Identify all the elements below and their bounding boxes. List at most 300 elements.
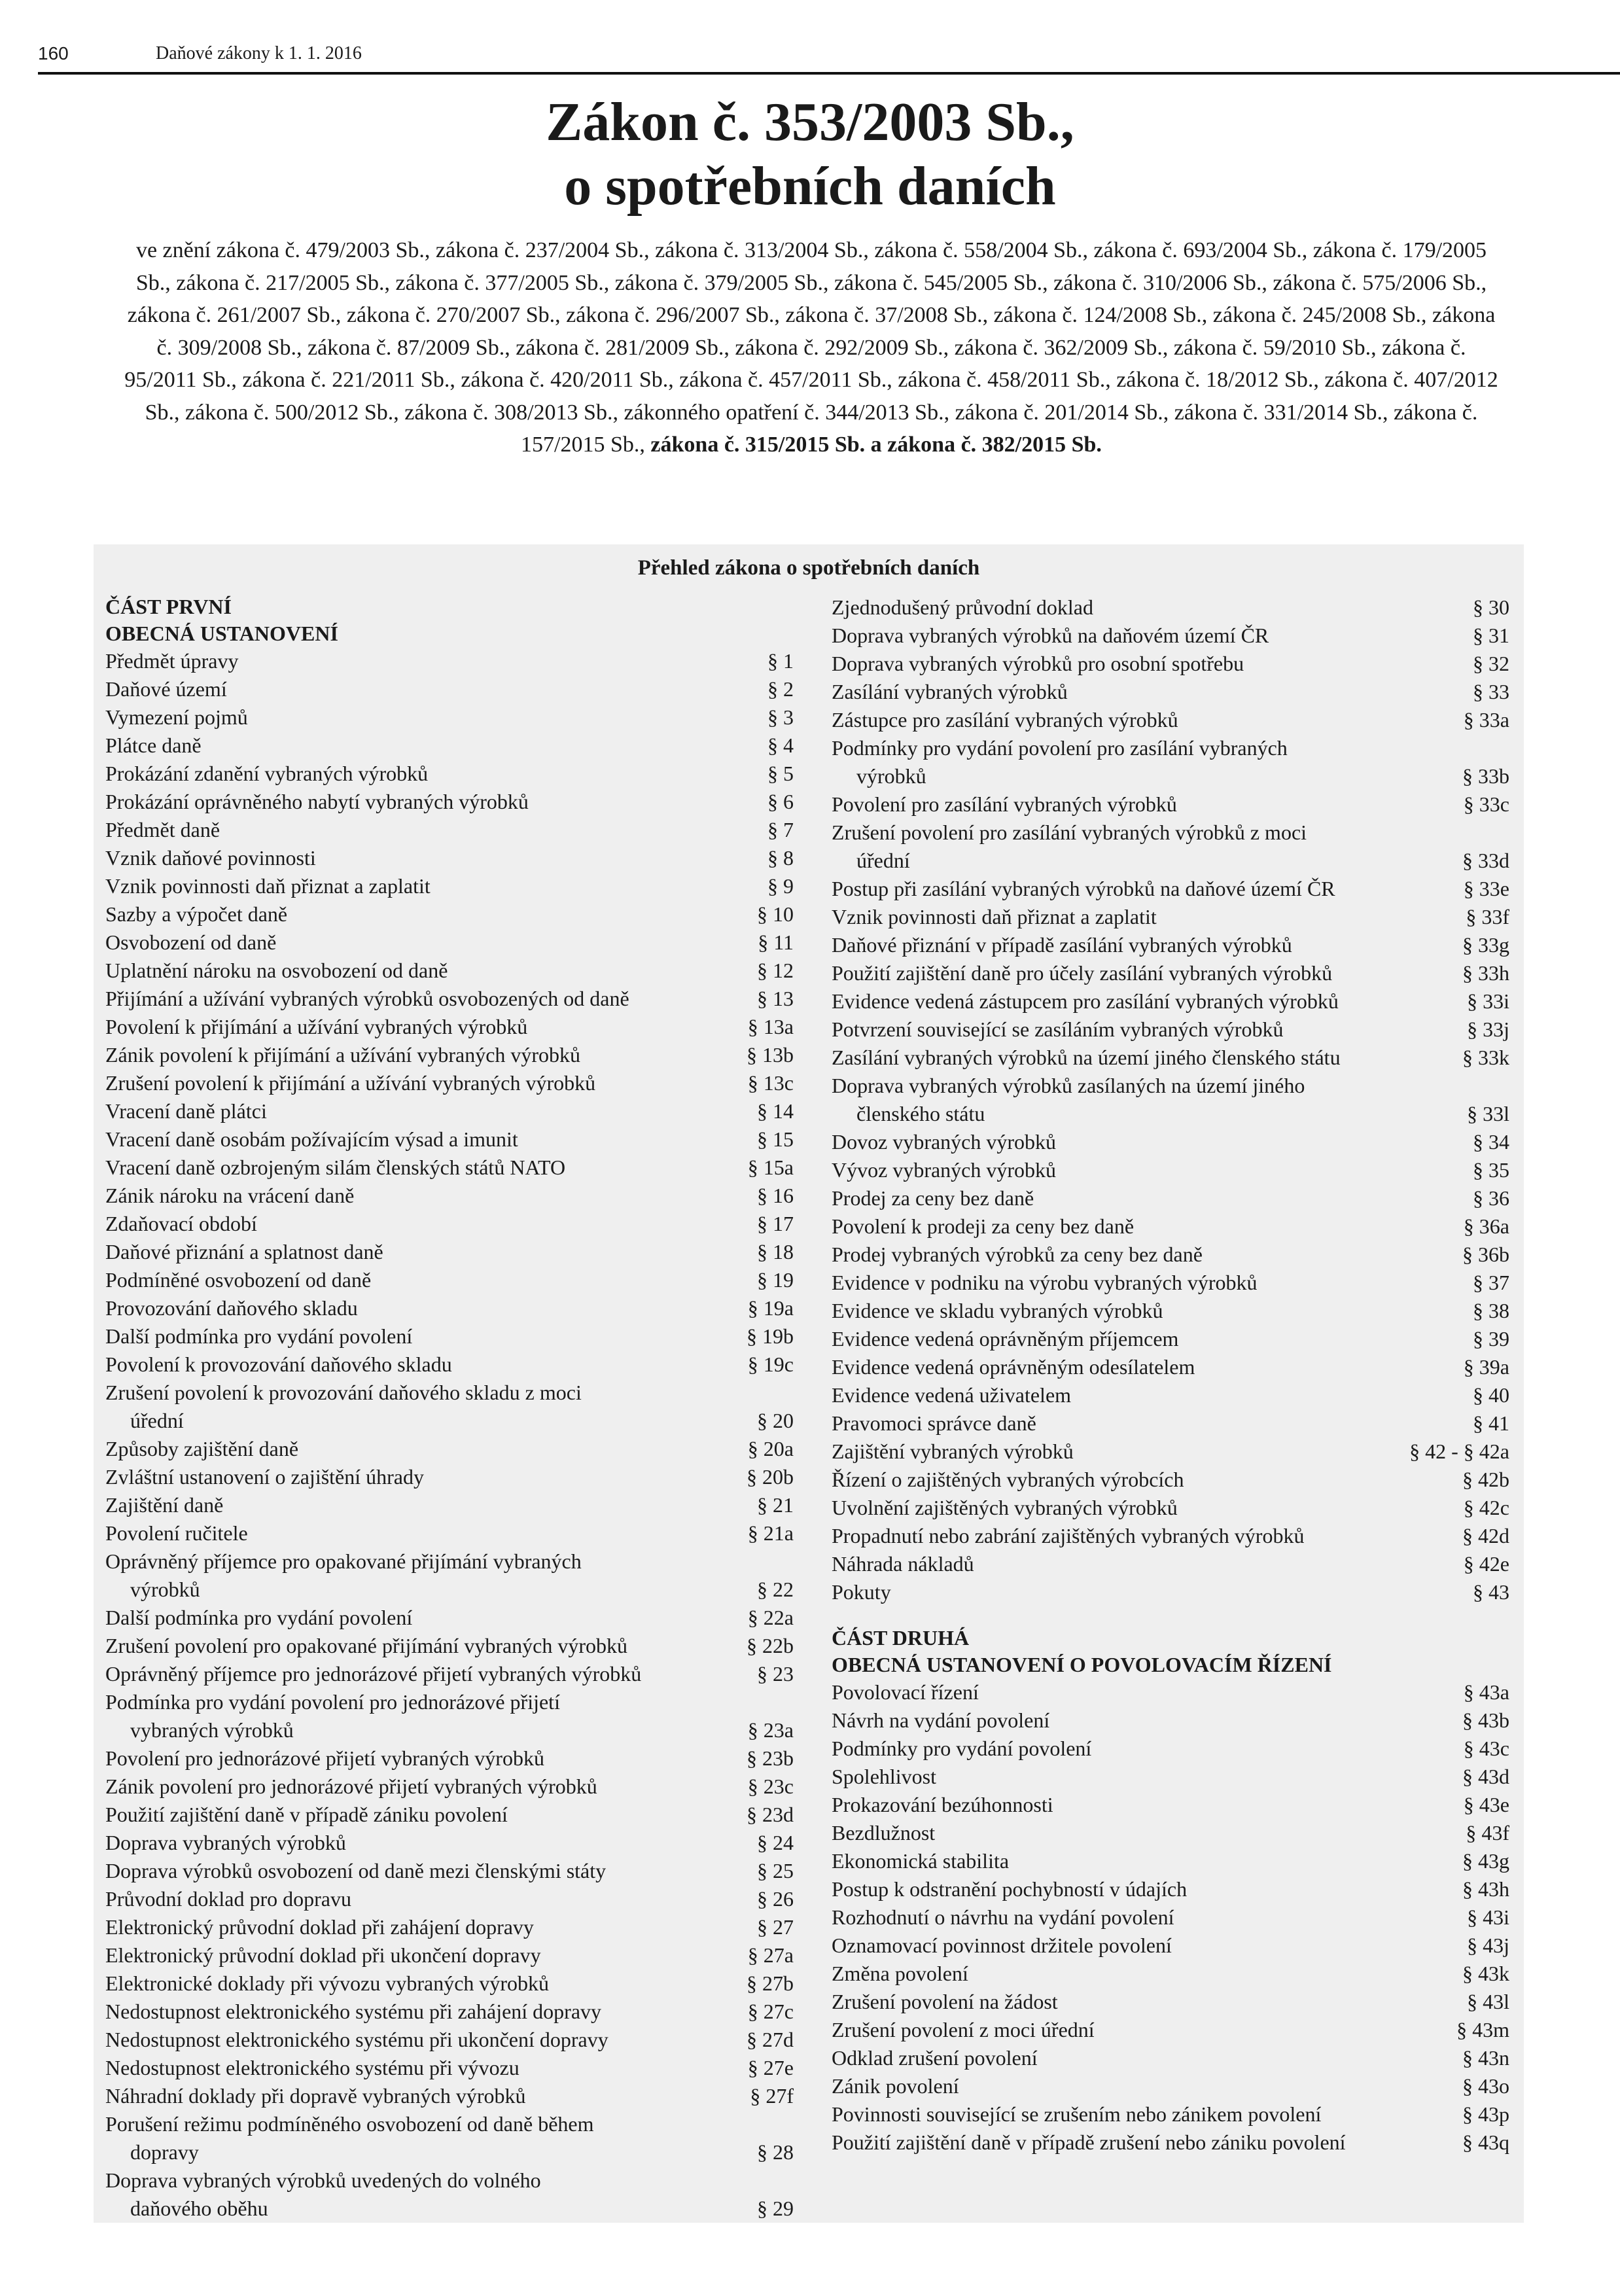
toc-entry [105,1801,794,1829]
toc-entry [105,1632,794,1660]
toc-entry-section: § 41 [1473,1411,1509,1435]
toc-entry-title-cont: členského státu [856,1102,985,1125]
toc-entry [105,1182,794,1210]
toc-list-right-2 [832,1678,1509,2157]
toc-entry-section: § 27f [750,2084,794,2108]
toc-entry-section: § 10 [757,902,794,926]
toc-entry-section: § 42 - § 42a [1409,1439,1509,1463]
toc-entry-title: Řízení o zajištěných vybraných výrobcích [832,1468,1184,1491]
toc-entry-title: Evidence v podniku na výrobu vybraných výrobků [832,1271,1258,1294]
toc-entry [832,2044,1509,2072]
toc-entry-section: § 2 [767,677,794,701]
toc-entry-title-cont: úřední [856,849,910,872]
toc-entry [832,1550,1509,1578]
toc-entry-title: Dovoz vybraných výrobků [832,1130,1057,1154]
toc-entry [832,1184,1509,1212]
toc-entry-section: § 26 [757,1887,794,1911]
toc-entry-section: § 15a [747,1156,794,1179]
toc-entry-title: Vracení daně ozbrojeným silám členských států NATO [105,1156,566,1179]
toc-entry-section: § 5 [767,762,794,785]
toc-entry-section: § 43o [1462,2074,1509,2098]
page-number: 160 [38,43,69,63]
toc-entry-section: § 32 [1473,652,1509,675]
toc-entry [832,875,1509,903]
toc-entry-title: Zjednodušený průvodní doklad [832,595,1093,619]
toc-entry [105,1969,794,1998]
toc-entry-title: Zánik povolení [832,2074,959,2098]
toc-entry-section: § 24 [757,1831,794,1854]
toc-entry [105,844,794,872]
toc-list-right-1 [832,593,1509,1606]
toc-entry-section: § 30 [1473,595,1509,619]
part2-heading: OBECNÁ USTANOVENÍ O POVOLOVACÍM ŘÍZENÍ [832,1653,1332,1676]
toc-entry [105,1379,794,1435]
toc-entry [105,816,794,844]
toc-entry [105,900,794,928]
toc-entry-title: Zvláštní ustanovení o zajištění úhrady [105,1465,424,1489]
toc-entry-section: § 43i [1467,1905,1509,1929]
toc-entry-title-cont: výrobků [130,1578,200,1601]
toc-entry-section: § 20a [747,1437,794,1460]
toc-entry-title: Vznik povinnosti daň přiznat a zaplatit [832,905,1157,928]
toc-entry-title: Prodej za ceny bez daně [832,1186,1034,1210]
toc-entry-title: Uvolnění zajištěných vybraných výrobků [832,1496,1178,1519]
toc-entry-section: § 42b [1462,1468,1509,1491]
amendments-paragraph [124,234,1498,461]
toc-entry [105,1857,794,1885]
toc-entry-title: Použití zajištění daně v případě zániku povolení [105,1803,508,1826]
toc-entry-section: § 13b [747,1043,794,1067]
toc-entry-title: Povolení pro zasílání vybraných výrobků [832,792,1177,816]
toc-entry [105,1013,794,1041]
toc-entry-title: Povinnosti související se zrušením nebo zánikem povolení [832,2102,1322,2126]
toc-entry [105,788,794,816]
toc-entry-section: § 7 [767,818,794,841]
toc-entry-section: § 37 [1473,1271,1509,1294]
toc-entry-section: § 27 [757,1915,794,1939]
toc-entry-section: § 43g [1462,1849,1509,1873]
toc-entry-title: Zástupce pro zasílání vybraných výrobků [832,708,1178,732]
toc-entry-title: Doprava vybraných výrobků zasílaných na území jiného [832,1074,1305,1097]
toc-entry-section: § 23 [757,1662,794,1686]
toc-entry-title: Náhrada nákladů [832,1552,974,1576]
toc-entry [832,1903,1509,1932]
toc-entry-title: Evidence vedená uživatelem [832,1383,1072,1407]
toc-entry-section: § 33g [1462,933,1509,957]
toc-entry [105,1435,794,1463]
toc-entry-section: § 23b [747,1746,794,1770]
toc-entry-title: Postup k odstranění pochybností v údajích [832,1877,1188,1901]
toc-entry [832,1325,1509,1353]
overview-left-column [105,593,794,2223]
toc-entry-section: § 42e [1463,1552,1509,1576]
toc-entry-title: Zasílání vybraných výrobků [832,680,1068,703]
toc-entry-section: § 27e [747,2056,794,2079]
overview-title: Přehled zákona o spotřebních daních [637,556,980,580]
toc-entry [832,1438,1509,1466]
toc-entry-title: Povolení k prodeji za ceny bez daně [832,1214,1135,1238]
toc-entry [105,1941,794,1969]
part-spacer [832,1606,1509,1625]
toc-entry [832,931,1509,959]
toc-entry [105,1547,794,1604]
toc-entry-section: § 29 [757,2197,794,2220]
toc-entry-title: Nedostupnost elektronického systému při ukončení dopravy [105,2028,608,2051]
part1-heading: OBECNÁ USTANOVENÍ [105,622,338,645]
toc-entry [832,2016,1509,2044]
toc-entry [105,928,794,957]
toc-entry-title-cont: dopravy [130,2140,199,2164]
toc-entry [832,1819,1509,1847]
toc-entry [832,678,1509,706]
toc-entry-section: § 33e [1463,877,1509,900]
toc-entry [832,903,1509,931]
toc-entry-section: § 33h [1462,961,1509,985]
toc-entry-section: § 36 [1473,1186,1509,1210]
toc-entry [832,1875,1509,1903]
toc-entry-title: Prodej vybraných výrobků za ceny bez daně [832,1243,1203,1266]
toc-entry-title: Prokázání oprávněného nabytí vybraných výrobků [105,790,529,813]
toc-entry [832,1578,1509,1606]
toc-entry-title: Doprava vybraných výrobků uvedených do volného [105,2168,541,2192]
toc-entry-section: § 39 [1473,1327,1509,1351]
toc-entry-section: § 11 [758,930,794,954]
toc-entry-section: § 20b [747,1465,794,1489]
toc-entry-section: § 43l [1467,1990,1509,2013]
toc-entry-title-cont: výrobků [856,764,926,788]
toc-entry-section: § 33l [1467,1102,1509,1125]
toc-entry-section: § 43a [1463,1680,1509,1704]
toc-entry-title: Pokuty [832,1580,891,1604]
toc-entry-section: § 43k [1462,1962,1509,1985]
toc-entry-title: Změna povolení [832,1962,968,1985]
toc-entry [105,1294,794,1322]
toc-entry [105,1998,794,2026]
toc-entry-title: Podmíněné osvobození od daně [105,1268,372,1292]
running-head: Daňové zákony k 1. 1. 2016 [156,43,362,63]
toc-entry-title: Prokazování bezúhonnosti [832,1793,1053,1816]
part2-label: ČÁST DRUHÁ [832,1626,970,1650]
toc-entry [105,1041,794,1069]
toc-entry-section: § 38 [1473,1299,1509,1322]
toc-entry [105,2166,794,2223]
toc-entry-title: Oznamovací povinnost držitele povolení [832,1934,1172,1957]
toc-entry-section: § 43n [1462,2046,1509,2070]
toc-entry-title: Evidence ve skladu vybraných výrobků [832,1299,1163,1322]
header-rule [38,72,1620,75]
amendments-text: ve znění zákona č. 479/2003 Sb., zákona č. 237/2004 Sb., zákona č. 313/2004 Sb., zákona č. 558/2004 Sb., zákona č. 693/2004 Sb., zákona č. 179/2005 Sb., zákona č. 217/2005 Sb., zákona č. 377/2005 Sb., zákona č. 379/2005 Sb., zákona č. 545/2005 Sb., zákona č. 310/2006 Sb., zákona č. 575/2006 Sb., zákona č. 261/2007 Sb., zákona č. 270/2007 Sb., zákona č. 296/2007 Sb., zákona č. 37/2008 Sb., zákona č. 124/2008 Sb., zákona č. 245/2008 Sb., zákona č. 309/2008 Sb., zákona č. 87/2009 Sb., zákona č. 281/2009 Sb., zákona č. 292/2009 Sb., zákona č. 362/2009 Sb., zákona č. 59/2010 Sb., zákona č. 95/2011 Sb., zákona č. 221/2011 Sb., zákona č. 420/2011 Sb., zákona č. 457/2011 Sb., zákona č. 458/2011 Sb., zákona č. 18/2012 Sb., zákona č. 407/2012 Sb., zákona č. 500/2012 Sb., zákona č. 308/2013 Sb., zákonného opatření č. 344/2013 Sb., zákona č. 201/2014 Sb., zákona č. 331/2014 Sb., zákona č. 157/2015 Sb., [124,238,1498,457]
toc-entry-section: § 33c [1463,792,1509,816]
toc-entry [105,1125,794,1154]
toc-entry [105,1885,794,1913]
toc-entry [832,1156,1509,1184]
toc-entry-title: Zánik povolení k přijímání a užívání vybraných výrobků [105,1043,581,1067]
toc-entry [105,1266,794,1294]
toc-entry-title: Zrušení povolení z moci úřední [832,2018,1095,2041]
toc-entry-title: Povolení k provozování daňového skladu [105,1352,452,1376]
toc-entry [832,1044,1509,1072]
toc-entry-title: Uplatnění nároku na osvobození od daně [105,959,448,982]
toc-entry-title: Náhradní doklady při dopravě vybraných výrobků [105,2084,526,2108]
toc-entry-section: § 33f [1466,905,1509,928]
toc-entry-title: Povolovací řízení [832,1680,979,1704]
toc-entry-title: Podmínka pro vydání povolení pro jednorázové přijetí [105,1690,560,1714]
toc-entry-section: § 18 [757,1240,794,1263]
part1-label: ČÁST PRVNÍ [105,595,232,618]
toc-entry-section: § 43d [1462,1765,1509,1788]
toc-entry [832,1241,1509,1269]
toc-entry-section: § 33k [1462,1046,1509,1069]
toc-entry [832,650,1509,678]
toc-entry-section: § 39a [1463,1355,1509,1379]
toc-entry-section: § 36b [1462,1243,1509,1266]
toc-entry-section: § 19c [747,1352,794,1376]
toc-entry-section: § 27b [747,1971,794,1995]
toc-entry-title: Vývoz vybraných výrobků [832,1158,1057,1182]
toc-entry [832,1763,1509,1791]
toc-entry [832,1522,1509,1550]
toc-entry-title: Porušení režimu podmíněného osvobození od daně během [105,2112,594,2136]
toc-entry-title: Podmínky pro vydání povolení [832,1737,1092,1760]
toc-entry [105,1097,794,1125]
toc-entry-title: Daňové území [105,677,227,701]
toc-entry-section: § 12 [757,959,794,982]
toc-entry-section: § 34 [1473,1130,1509,1154]
toc-entry [105,1238,794,1266]
toc-entry-title: Použití zajištění daně pro účely zasílání vybraných výrobků [832,961,1333,985]
toc-entry-title: Další podmínka pro vydání povolení [105,1324,413,1348]
toc-entry [105,1744,794,1773]
toc-entry-title: Zajištění daně [105,1493,224,1517]
toc-entry [105,1463,794,1491]
toc-entry-title: Předmět daně [105,818,220,841]
toc-entry-section: § 43c [1463,1737,1509,1760]
toc-entry [105,2110,794,2166]
toc-entry-section: § 43j [1467,1934,1509,1957]
toc-entry [105,985,794,1013]
toc-entry-title: Zánik povolení pro jednorázové přijetí vybraných výrobků [105,1775,597,1798]
toc-entry [105,1069,794,1097]
toc-entry [105,2082,794,2110]
toc-entry-title: Spolehlivost [832,1765,937,1788]
page-header [0,38,1620,77]
toc-entry-title: Doprava vybraných výrobků na daňovém území ČR [832,624,1269,647]
toc-entry-title: Vracení daně osobám požívajícím výsad a imunit [105,1127,518,1151]
law-title-line2: o spotřebních daních [564,156,1056,217]
toc-entry-title: Vznik daňové povinnosti [105,846,316,870]
toc-entry-section: § 22a [747,1606,794,1629]
toc-entry-section: § 19 [757,1268,794,1292]
toc-entry-section: § 36a [1463,1214,1509,1238]
toc-entry-title: Nedostupnost elektronického systému při zahájení dopravy [105,2000,602,2023]
toc-entry-title-cont: daňového oběhu [130,2197,268,2220]
toc-entry-title: Oprávněný příjemce pro opakované přijímání vybraných [105,1549,582,1573]
toc-entry-section: § 20 [757,1409,794,1432]
toc-entry-section: § 27d [747,2028,794,2051]
toc-entry-section: § 14 [757,1099,794,1123]
toc-entry-section: § 21a [747,1521,794,1545]
toc-entry [105,675,794,703]
toc-entry [105,957,794,985]
toc-entry [832,2100,1509,2128]
toc-entry-section: § 19a [747,1296,794,1320]
toc-entry [105,1604,794,1632]
toc-entry-title: Doprava vybraných výrobků [105,1831,346,1854]
toc-entry-title: Propadnutí nebo zabrání zajištěných vybraných výrobků [832,1524,1305,1547]
toc-entry [832,1297,1509,1325]
toc-entry-title: Oprávněný příjemce pro jednorázové přijetí vybraných výrobků [105,1662,642,1686]
overview-right-column [832,593,1509,2157]
toc-entry-section: § 33a [1463,708,1509,732]
toc-entry [832,1735,1509,1763]
toc-entry-title: Evidence vedená oprávněným odesílatelem [832,1355,1195,1379]
toc-entry [832,1212,1509,1241]
toc-entry [105,1660,794,1688]
toc-entry-title: Rozhodnutí o návrhu na vydání povolení [832,1905,1174,1929]
toc-entry-section: § 16 [757,1184,794,1207]
toc-entry-section: § 28 [757,2140,794,2164]
toc-entry-section: § 43e [1463,1793,1509,1816]
toc-entry-title: Ekonomická stabilita [832,1849,1010,1873]
toc-entry-title: Zasílání vybraných výrobků na území jiného členského státu [832,1046,1341,1069]
toc-entry [105,1913,794,1941]
toc-entry [105,1210,794,1238]
toc-entry [105,1829,794,1857]
toc-entry-title: Zrušení povolení k provozování daňového skladu z moci [105,1381,582,1404]
toc-entry-title: Potvrzení související se zasíláním vybraných výrobků [832,1017,1284,1041]
toc-entry-section: § 27c [747,2000,794,2023]
toc-entry-title: Další podmínka pro vydání povolení [105,1606,413,1629]
toc-entry-section: § 13c [747,1071,794,1095]
toc-entry-section: § 3 [767,705,794,729]
toc-entry [832,1072,1509,1128]
toc-entry [832,2072,1509,2100]
toc-entry-section: § 43b [1462,1708,1509,1732]
toc-entry [105,1519,794,1547]
toc-entry-section: § 21 [757,1493,794,1517]
toc-entry [105,703,794,732]
toc-entry-section: § 33d [1462,849,1509,872]
toc-entry-section: § 43 [1473,1580,1509,1604]
toc-entry-title: Sazby a výpočet daně [105,902,288,926]
toc-entry [105,760,794,788]
toc-entry-title: Doprava vybraných výrobků pro osobní spotřebu [832,652,1244,675]
toc-entry-section: § 15 [757,1127,794,1151]
toc-entry-section: § 17 [757,1212,794,1235]
toc-entry-section: § 42d [1462,1524,1509,1547]
overview-box [94,544,1524,2223]
toc-entry-title: Pravomoci správce daně [832,1411,1036,1435]
law-title [0,90,1620,219]
toc-entry-title: Elektronický průvodní doklad při zahájení dopravy [105,1915,534,1939]
toc-entry-title: Provozování daňového skladu [105,1296,358,1320]
toc-entry-section: § 9 [767,874,794,898]
toc-entry-title: Průvodní doklad pro dopravu [105,1887,351,1911]
amendments-bold-tail: zákona č. 315/2015 Sb. a zákona č. 382/2015 Sb. [650,433,1102,457]
toc-entry [105,1773,794,1801]
toc-entry [832,987,1509,1016]
toc-entry-section: § 33j [1467,1017,1509,1041]
toc-entry-title: Elektronický průvodní doklad při ukončení dopravy [105,1943,541,1967]
toc-entry-section: § 43m [1456,2018,1509,2041]
toc-entry-title: Zánik nároku na vrácení daně [105,1184,355,1207]
toc-entry [832,819,1509,875]
toc-entry [832,1128,1509,1156]
toc-entry [105,1491,794,1519]
toc-entry-section: § 8 [767,846,794,870]
toc-entry [105,872,794,900]
toc-entry [832,706,1509,734]
toc-entry [832,1988,1509,2016]
toc-entry-section: § 13 [757,987,794,1010]
toc-entry-section: § 35 [1473,1158,1509,1182]
toc-entry-section: § 23c [747,1775,794,1798]
toc-entry-title: Předmět úpravy [105,649,239,673]
toc-entry-title: Doprava výrobků osvobození od daně mezi členskými státy [105,1859,607,1882]
toc-entry-title: Daňové přiznání a splatnost daně [105,1240,383,1263]
toc-entry-title: Přijímání a užívání vybraných výrobků osvobozených od daně [105,987,629,1010]
toc-entry [832,1381,1509,1409]
toc-entry [832,1494,1509,1522]
toc-entry [105,1688,794,1744]
toc-entry-title: Odklad zrušení povolení [832,2046,1038,2070]
toc-entry-title: Zrušení povolení na žádost [832,1990,1058,2013]
toc-entry-title: Bezdlužnost [832,1821,936,1845]
toc-entry-section: § 31 [1473,624,1509,647]
toc-entry-section: § 6 [767,790,794,813]
toc-entry-section: § 40 [1473,1383,1509,1407]
toc-entry-title: Zdaňovací období [105,1212,257,1235]
toc-entry [832,959,1509,987]
toc-entry-section: § 1 [767,649,794,673]
toc-entry-title: Zrušení povolení k přijímání a užívání vybraných výrobků [105,1071,596,1095]
toc-entry-section: § 33b [1462,764,1509,788]
toc-entry-title: Vznik povinnosti daň přiznat a zaplatit [105,874,431,898]
toc-entry [832,1932,1509,1960]
toc-entry-section: § 23d [747,1803,794,1826]
toc-entry [832,790,1509,819]
toc-entry-section: § 43h [1462,1877,1509,1901]
toc-list-left [105,647,794,2223]
toc-entry [832,1269,1509,1297]
toc-entry-title-cont: úřední [130,1409,184,1432]
toc-entry-title: Daňové přiznání v případě zasílání vybraných výrobků [832,933,1292,957]
toc-entry [832,622,1509,650]
law-title-line1: Zákon č. 353/2003 Sb., [546,92,1074,152]
toc-entry-section: § 22b [747,1634,794,1657]
toc-entry-title: Plátce daně [105,733,202,757]
toc-entry [105,1351,794,1379]
toc-entry-title: Evidence vedená oprávněným příjemcem [832,1327,1179,1351]
toc-entry [832,1706,1509,1735]
toc-entry [832,1678,1509,1706]
toc-entry [105,1154,794,1182]
toc-entry-section: § 4 [767,733,794,757]
toc-entry [832,1409,1509,1438]
toc-entry-section: § 27a [747,1943,794,1967]
toc-entry-title: Evidence vedená zástupcem pro zasílání vybraných výrobků [832,989,1339,1013]
toc-entry-title: Použití zajištění daně v případě zrušení nebo zániku povolení [832,2130,1346,2154]
toc-entry-section: § 13a [747,1015,794,1038]
toc-entry [832,1466,1509,1494]
toc-entry-title: Postup při zasílání vybraných výrobků na daňové území ČR [832,877,1335,900]
toc-entry [832,1847,1509,1875]
toc-entry-section: § 43f [1466,1821,1509,1845]
toc-entry-title: Povolení ručitele [105,1521,248,1545]
toc-entry-section: § 43q [1462,2130,1509,2154]
toc-entry-section: § 33i [1467,989,1509,1013]
toc-entry-section: § 19b [747,1324,794,1348]
